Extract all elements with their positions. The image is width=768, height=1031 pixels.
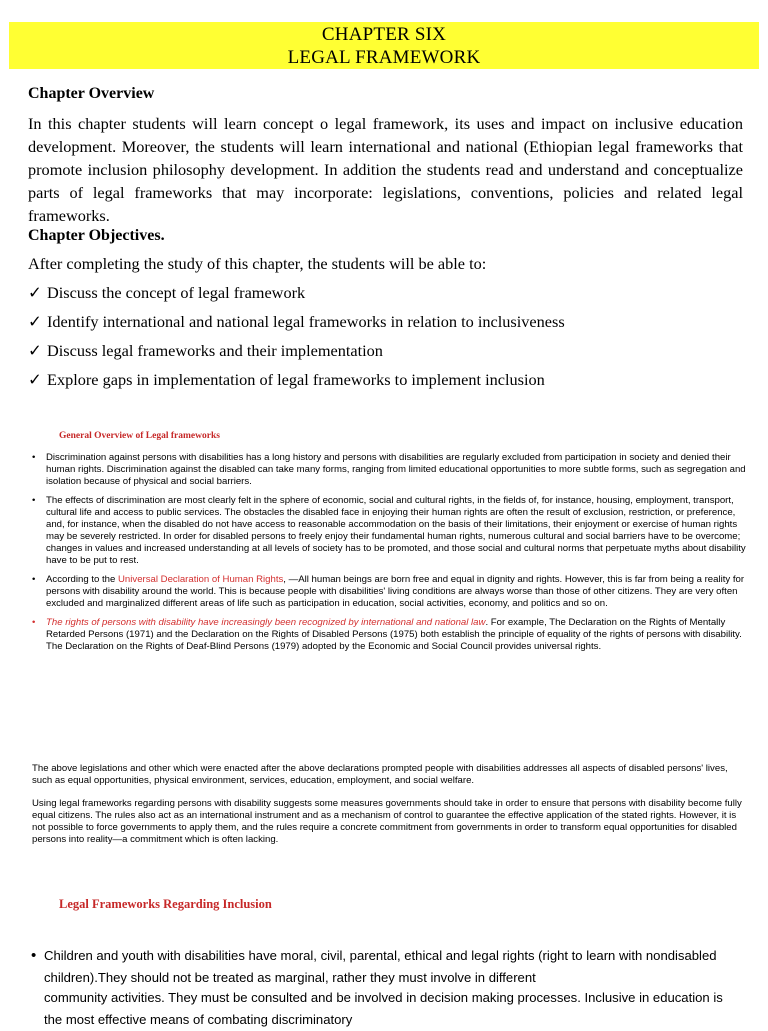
bullet-icon: • bbox=[31, 947, 37, 964]
inclusion-continuation-text: community activities. They must be consulted and be involved in decision making processes. Inclusive in education is the most effective means of combating discriminatory bbox=[44, 990, 723, 1027]
objective-item: ✓ Identify international and national legal frameworks in relation to inclusiveness bbox=[28, 312, 565, 331]
checkmark-icon: ✓ bbox=[28, 370, 42, 389]
objectives-list bbox=[28, 282, 565, 398]
objective-item: ✓ Discuss the concept of legal framework bbox=[28, 283, 306, 302]
objective-item: ✓ Discuss legal frameworks and their implementation bbox=[28, 341, 383, 360]
bullet-icon: • bbox=[32, 617, 36, 628]
general-overview-heading: General Overview of Legal frameworks bbox=[59, 431, 220, 441]
bullet-item: • The rights of persons with disability have increasingly been recognized by international and national law. For example, The Declaration on the Rights of Mentally Retarded Persons (1971) and the Declaration on the Rights of Disabled Persons (1975) both establish the principle of equality of the rights of persons with disability. The Declaration on the Rights of Deaf-Blind Persons (1979) adopted by the Economic and Social Council provides universal rights. bbox=[32, 617, 742, 652]
objectives-heading: Chapter Objectives. bbox=[28, 227, 165, 244]
bullet-item: • According to the Universal Declaration of Human Rights, —All human beings are born free and equal in dignity and rights. However, this is far from being a reality for persons with disability around the world. This is because people with disabilities' living conditions are always worse than those of other citizens. They are very often excluded and marginalized different areas of life such as participation in education, social activities, economy, and politics and so on. bbox=[32, 574, 745, 609]
checkmark-icon: ✓ bbox=[28, 283, 42, 302]
inclusion-bullet bbox=[31, 945, 736, 989]
chapter-number: CHAPTER SIX bbox=[321, 24, 447, 45]
highlighted-statement: The rights of persons with disability have increasingly been recognized by international and national law bbox=[46, 617, 486, 628]
chapter-title: LEGAL FRAMEWORK bbox=[287, 47, 481, 68]
udhr-reference: Universal Declaration of Human Rights bbox=[118, 574, 284, 585]
legislation-paragraph: The above legislations and other which were enacted after the above declarations prompted people with disabilities addresses all aspects of disabled persons' lives, such as equal opportunities, physical environment, services, education, employment, and social welfare. bbox=[32, 763, 728, 786]
bullet-icon: • bbox=[32, 574, 36, 585]
overview-heading: Chapter Overview bbox=[28, 85, 155, 102]
bullet-item: • The effects of discrimination are most clearly felt in the sphere of economic, social and cultural rights, in the fields of, for instance, housing, employment, transport, cultural life and access to public services. The obstacles the disabled face in enjoying their human rights are often the result of exclusion, restriction, or preference, and, for instance, when the disabled do not have access to reasonable accommodation on the basis of their limitations, their enjoyment or exercise of human rights may be severely restricted. In order for disabled persons to freely enjoy their fundamental human rights, numerous cultural and social barriers have to be overcome; changes in values and increased understanding at all levels of society has to be promoted, and those social and cultural norms that perpetuate myths about disability have to be put to rest. bbox=[32, 495, 746, 566]
legal-frameworks-paragraph: Using legal frameworks regarding persons with disability suggests some measures governments should take in order to ensure that persons with disability become fully equal citizens. The rules also act as an international instrument and as a mechanism of control to guarantee the effective application of the stated rights. However, it is not possible to force governments to apply them, and the rules require a concrete commitment from governments in order to transform equal opportunities for disabled persons into reality—a commitment which is often lacking. bbox=[32, 798, 742, 845]
bullet-item: • Discrimination against persons with disabilities has a long history and persons with disabilities are regularly excluded from participation in society and denied their human rights. Discrimination against the disabled can take many forms, ranging from limited educational opportunities to more subtle forms, such as segregation and isolation because of physical and social barriers. bbox=[32, 452, 746, 487]
bullet-icon: • bbox=[32, 495, 36, 506]
checkmark-icon: ✓ bbox=[28, 341, 42, 360]
objectives-intro: After completing the study of this chapter, the students will be able to: bbox=[28, 254, 487, 273]
inclusion-bullet-text: Children and youth with disabilities have moral, civil, parental, ethical and legal rights (right to learn with nondisabled children).They should not be treated as marginal, rather they must involve in different bbox=[44, 948, 717, 985]
bullet-icon: • bbox=[32, 452, 36, 463]
objective-item: ✓ Explore gaps in implementation of legal frameworks to implement inclusion bbox=[28, 370, 545, 389]
checkmark-icon: ✓ bbox=[28, 312, 42, 331]
chapter-title-band bbox=[9, 22, 759, 69]
overview-paragraph: In this chapter students will learn concept o legal framework, its uses and impact on inclusive education development. Moreover, the students will learn international and national (Ethiopian legal frameworks that promote inclusion philosophy development. In addition the students read and understand and conceptualize parts of legal frameworks that may incorporate: legislations, conventions, policies and related legal frameworks. bbox=[28, 114, 743, 225]
general-overview-bullets bbox=[30, 452, 752, 660]
inclusion-heading: Legal Frameworks Regarding Inclusion bbox=[59, 897, 272, 911]
